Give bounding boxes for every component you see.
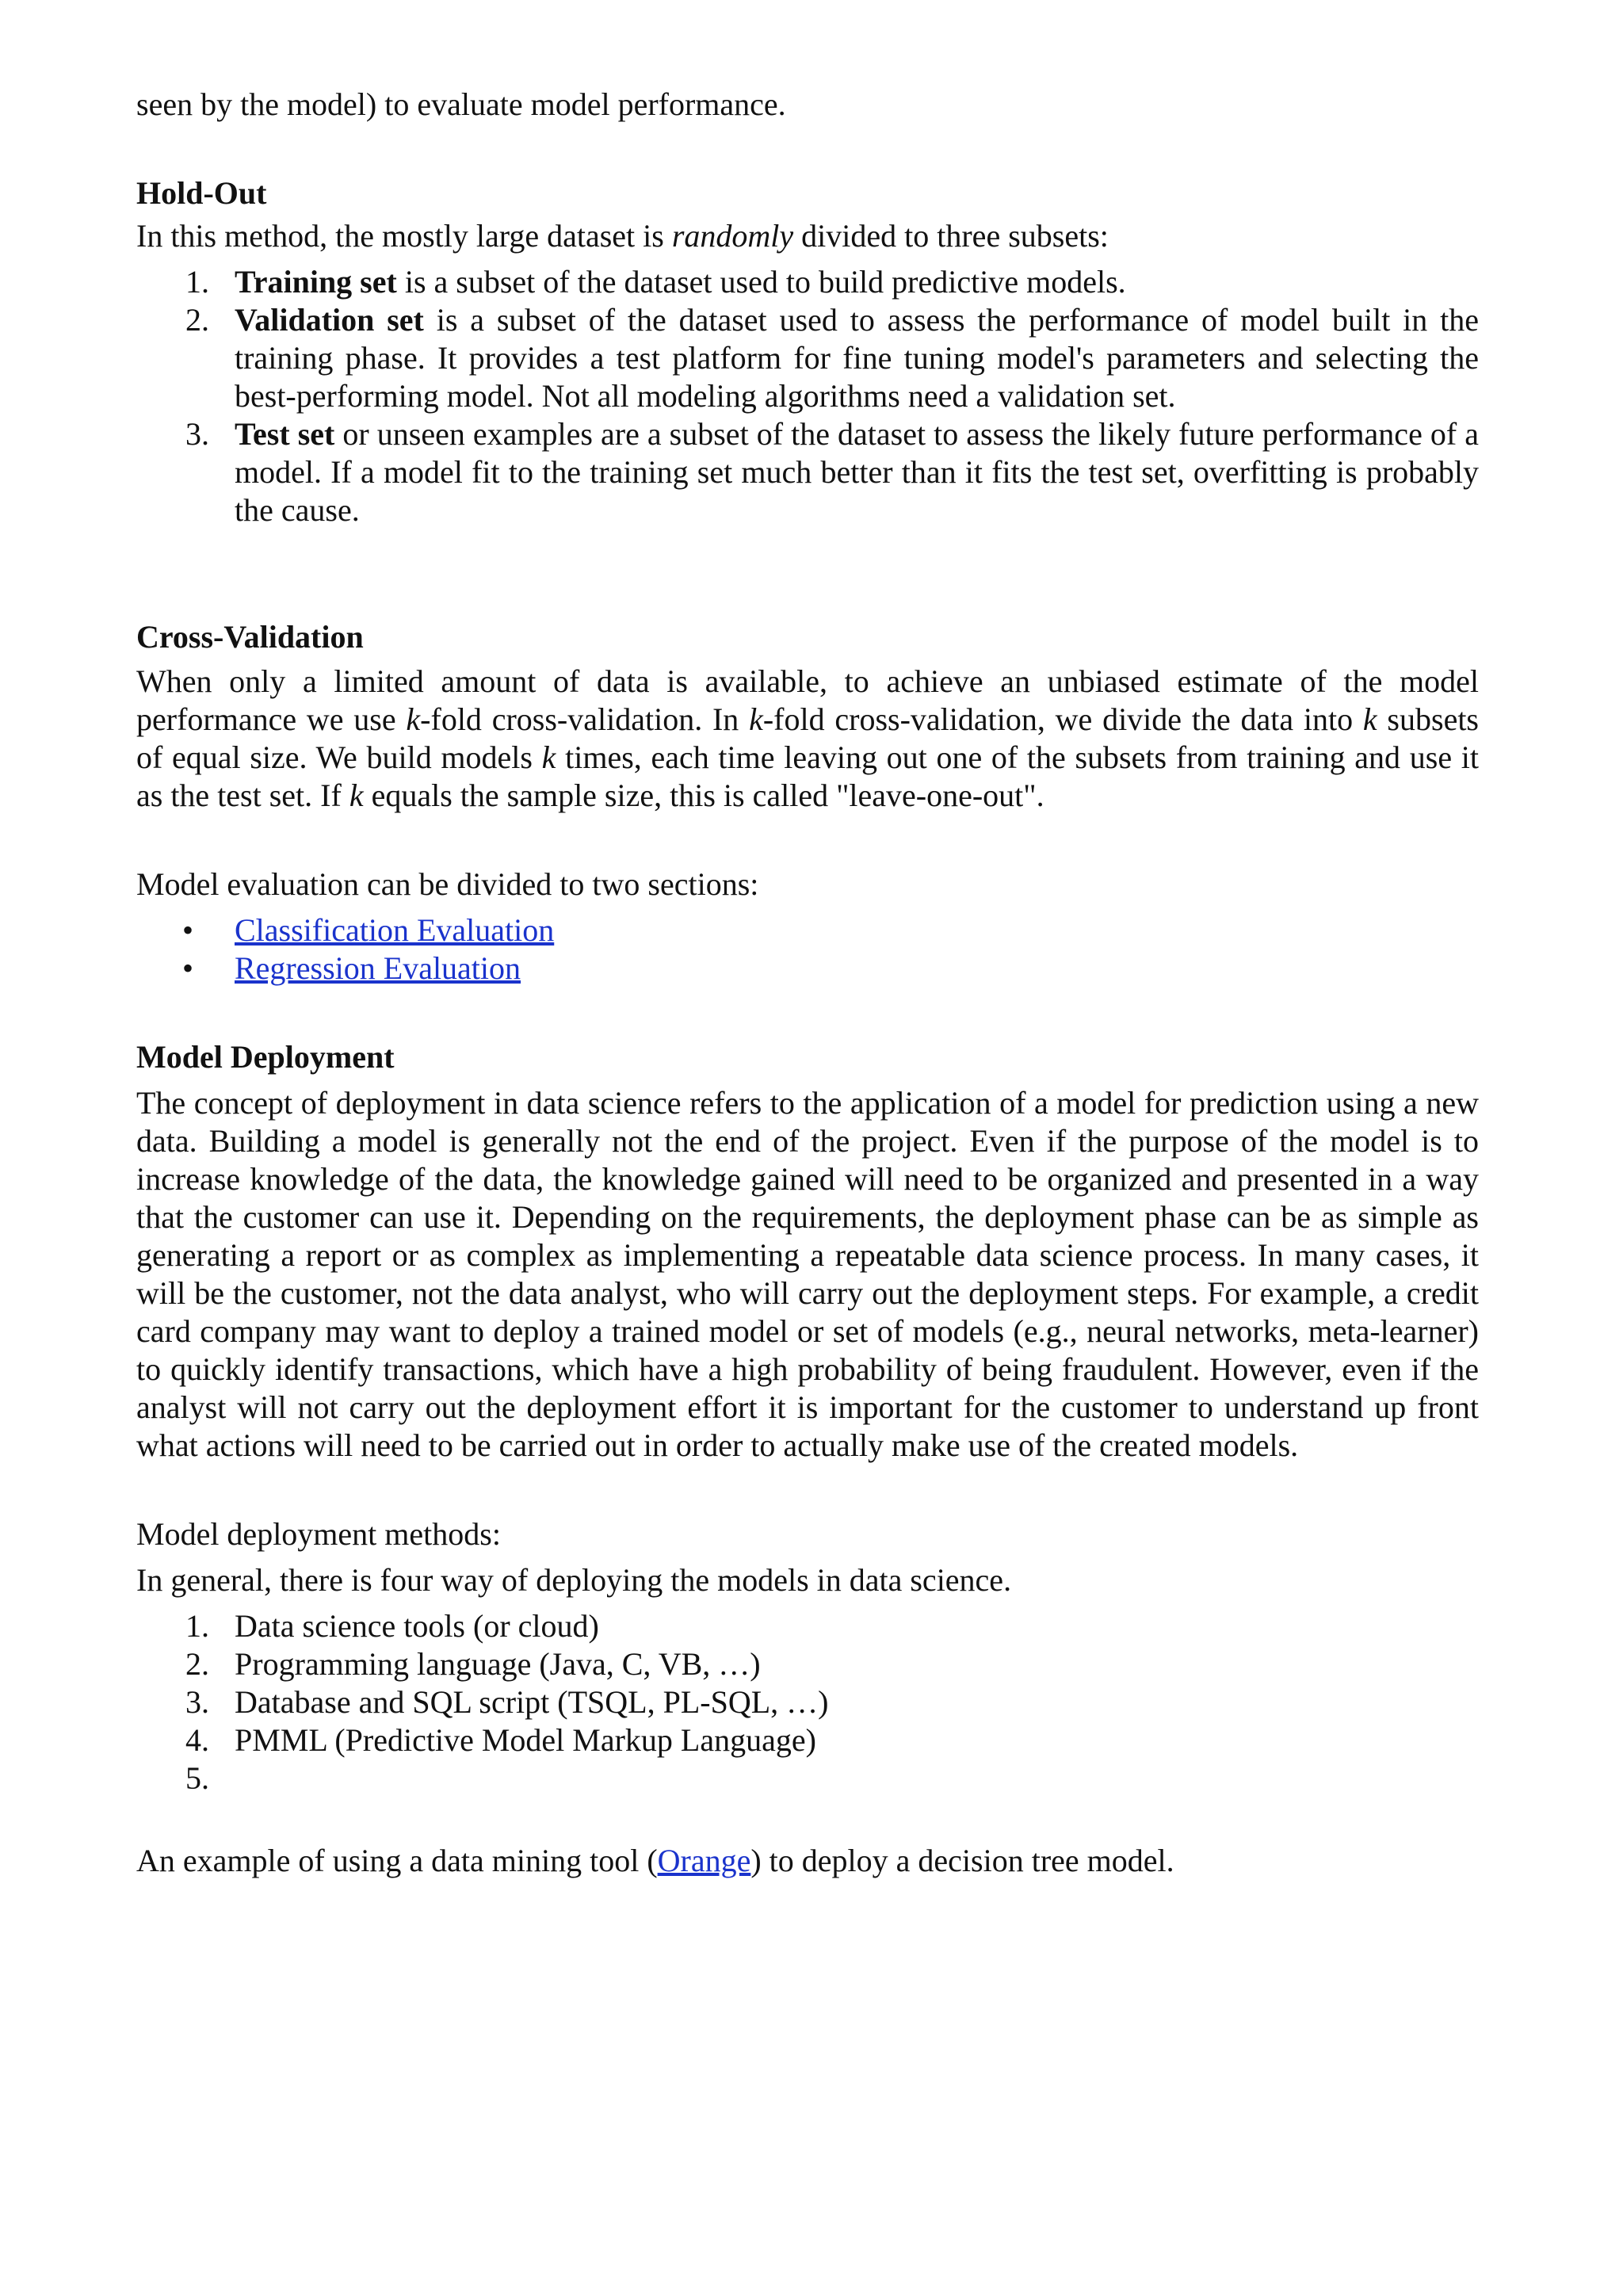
list-item: 3. Test set or unseen examples are a subset of the dataset to assess the likely future performance of a model. If a model fit to the training set much better than it fits the test set, overfitting is probably the cause. (185, 416, 1479, 528)
holdout-intro: In this method, the mostly large dataset is randomly divided to three subsets: (136, 218, 1109, 254)
deployment-paragraph: The concept of deployment in data science refers to the application of a model for prediction using a new data. Building a model is generally not the end of the project. Even if the purpose of the model is to increase knowledge of the data, the knowledge gained will need to be organized and presented in a way that the customer can use it. Depending on the requirements, the deployment phase can be as simple as generating a report or as complex as implementing a repeatable data science process. In many cases, it will be the customer, not the data analyst, who will carry out the deployment steps. For example, a credit card company may want to deploy a trained model or set of models (e.g., neural networks, meta-learner) to quickly identify transactions, which have a high probability of being fraudulent. However, even if the analyst will not carry out the deployment effort it is important for the customer to understand up front what actions will need to be carried out in order to actually make use of the created models. (136, 1085, 1479, 1463)
list-item: 4. PMML (Predictive Model Markup Language) (185, 1722, 816, 1758)
intro-text: seen by the model) to evaluate model performance. (136, 86, 786, 122)
cv-heading: Cross-Validation (136, 619, 364, 655)
deployment-heading: Model Deployment (136, 1039, 395, 1075)
list-item: 5. (185, 1760, 209, 1796)
bullet: • (182, 950, 194, 986)
list-item: 1. Training set is a subset of the dataset used to build predictive models. (185, 264, 1126, 300)
document-page (136, 86, 1479, 1880)
orange-link[interactable]: Orange (657, 1843, 751, 1878)
list-item (136, 949, 1479, 988)
methods-heading: Model deployment methods: (136, 1516, 501, 1552)
list-item: 2. Validation set is a subset of the dataset used to assess the performance of model built in the training phase. It provides a test platform for fine tuning model's parameters and selecting the best-performing model. Not all modeling algorithms need a validation set. (185, 302, 1479, 414)
evaluation-list (136, 911, 1479, 988)
example-sentence: An example of using a data mining tool (Orange) to deploy a decision tree model. (136, 1843, 1174, 1878)
regression-evaluation-link[interactable]: Regression Evaluation (235, 950, 521, 986)
list-item: 3. Database and SQL script (TSQL, PL-SQL, …) (185, 1684, 829, 1720)
list-item: 1. Data science tools (or cloud) (185, 1608, 599, 1644)
classification-evaluation-link[interactable]: Classification Evaluation (235, 912, 555, 948)
evaluation-intro: Model evaluation can be divided to two sections: (136, 866, 759, 902)
holdout-list (136, 263, 1479, 529)
methods-intro: In general, there is four way of deploying the models in data science. (136, 1562, 1012, 1598)
cv-paragraph: When only a limited amount of data is available, to achieve an unbiased estimate of the model performance we use k-fold cross-validation. In k-fold cross-validation, we divide the data into k subsets of equal size. We build models k times, each time leaving out one of the subsets from training and use it as the test set. If k equals the sample size, this is called "leave-one-out". (136, 663, 1480, 813)
list-item (136, 911, 1479, 949)
holdout-heading: Hold-Out (136, 175, 267, 211)
methods-list (136, 1607, 1479, 1797)
list-item: 2. Programming language (Java, C, VB, …) (185, 1646, 761, 1682)
bullet: • (182, 912, 194, 948)
